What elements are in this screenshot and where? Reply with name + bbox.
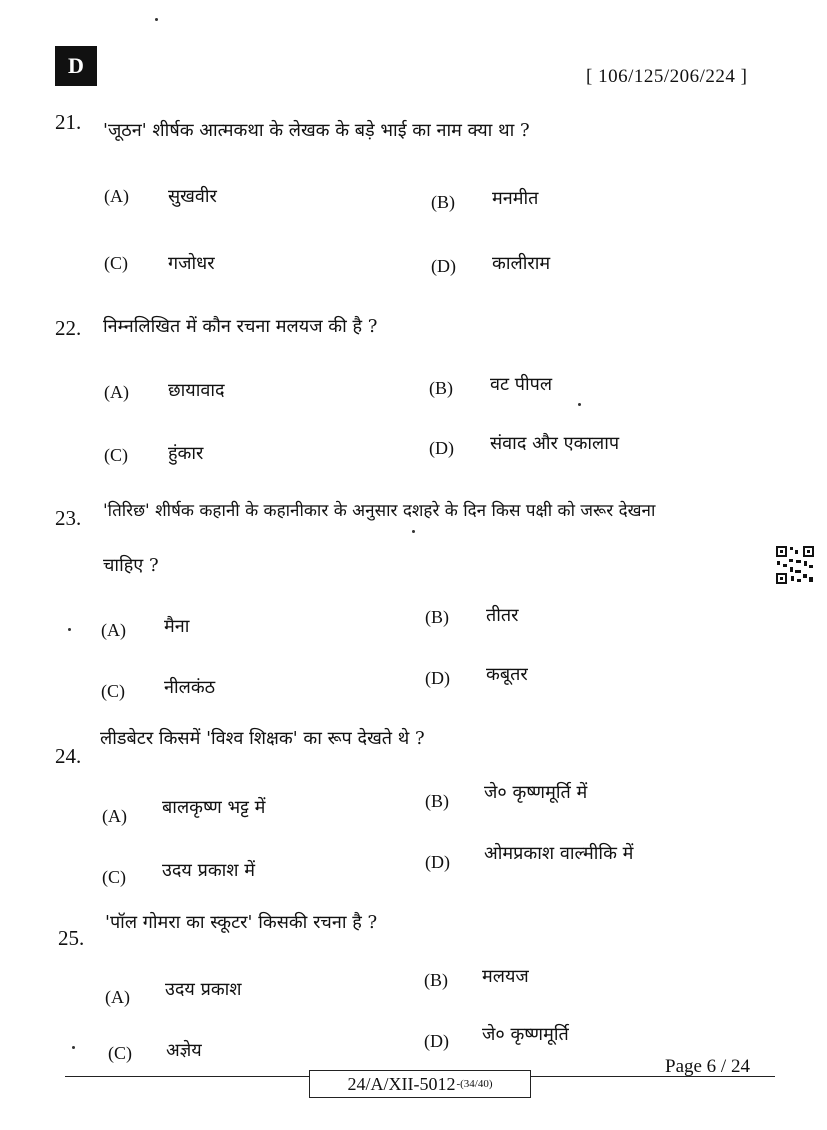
option-text: छायावाद: [168, 380, 225, 401]
scan-speck: [72, 1046, 75, 1049]
option-label: (B): [424, 970, 448, 990]
scan-speck: [155, 18, 158, 21]
series-badge: D: [55, 46, 97, 86]
question-number: 23.: [55, 506, 82, 530]
option-text: मनमीत: [492, 188, 539, 209]
option-text: जे० कृष्णमूर्ति में: [484, 782, 588, 803]
option-label: (D): [425, 668, 450, 688]
paper-codes: [ 106/125/206/224 ]: [586, 66, 748, 87]
option-label: (B): [425, 607, 449, 627]
option-text: अज्ञेय: [166, 1040, 202, 1061]
option-text: संवाद और एकालाप: [490, 433, 620, 454]
option-text: सुखवीर: [168, 186, 217, 207]
option-text: कबूतर: [486, 664, 528, 685]
option-text: ओमप्रकाश वाल्मीकि में: [484, 843, 634, 864]
option-text: गजोधर: [168, 253, 215, 274]
option-label: (C): [108, 1043, 132, 1063]
option-text: वट पीपल: [490, 374, 553, 395]
question-text: निम्नलिखित में कौन रचना मलयज की है ?: [103, 316, 378, 337]
option-text: उदय प्रकाश: [165, 979, 242, 1000]
option-text: कालीराम: [492, 253, 551, 274]
question-number: 25.: [58, 926, 85, 950]
option-label: (C): [104, 253, 128, 273]
scan-speck: [578, 403, 581, 406]
option-label: (A): [105, 987, 130, 1007]
option-label: (C): [102, 867, 126, 887]
question-number: 22.: [55, 316, 82, 340]
option-text: बालकृष्ण भट्ट में: [162, 797, 266, 818]
question-text-continued: चाहिए ?: [103, 555, 159, 576]
option-label: (C): [104, 445, 128, 465]
option-text: हुंकार: [168, 443, 204, 464]
option-text: उदय प्रकाश में: [162, 860, 256, 881]
option-label: (B): [425, 791, 449, 811]
option-label: (B): [431, 192, 455, 212]
qr-code: [776, 546, 814, 584]
page-number: Page 6 / 24: [665, 1056, 750, 1077]
question-text: 'तिरिछ' शीर्षक कहानी के कहानीकार के अनुसार दशहरे के दिन किस पक्षी को जरूर देखना: [103, 501, 656, 521]
option-label: (A): [101, 620, 126, 640]
question-number: 21.: [55, 110, 82, 134]
option-text: मलयज: [482, 966, 529, 987]
option-label: (B): [429, 378, 453, 398]
option-label: (D): [425, 852, 450, 872]
option-label: (A): [104, 186, 129, 206]
question-text: लीडबेटर किसमें 'विश्व शिक्षक' का रूप देखते थे ?: [100, 728, 425, 749]
option-text: नीलकंठ: [164, 677, 216, 698]
question-text: 'जूठन' शीर्षक आत्मकथा के लेखक के बड़े भाई का नाम क्या था ?: [103, 120, 530, 141]
option-label: (C): [101, 681, 125, 701]
option-label: (D): [431, 256, 456, 276]
footer-code: 24/A/XII-5012: [347, 1073, 456, 1094]
option-label: (A): [104, 382, 129, 402]
footer-code-box: [309, 1070, 531, 1098]
option-label: (D): [424, 1031, 449, 1051]
question-number: 24.: [55, 744, 82, 768]
option-text: जे० कृष्णमूर्ति: [482, 1024, 569, 1045]
option-text: मैना: [164, 616, 190, 637]
scan-speck: [412, 530, 415, 533]
option-text: तीतर: [486, 605, 519, 626]
question-text: 'पॉल गोमरा का स्कूटर' किसकी रचना है ?: [105, 912, 378, 933]
option-label: (A): [102, 806, 127, 826]
footer-code-small: -(34/40): [456, 1078, 493, 1090]
scan-speck: [68, 628, 71, 631]
option-label: (D): [429, 438, 454, 458]
